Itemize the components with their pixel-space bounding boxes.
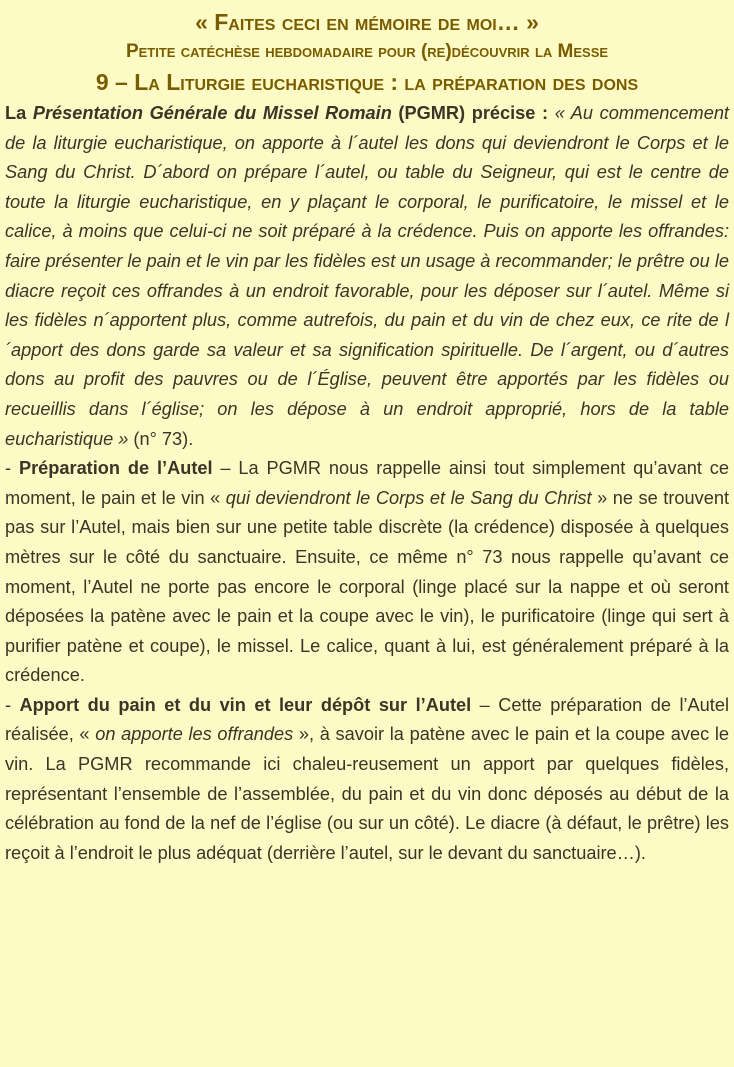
intro-paragraph (5, 99, 729, 454)
section2-text-a: – Cette préparation de l’Autel réalisée, « (5, 694, 729, 745)
source-title: Présentation Générale du Missel Romain (32, 103, 392, 123)
section-apport-dons (5, 691, 729, 869)
section2-heading: Apport du pain et du vin et leur dépôt sur l’Autel (19, 694, 472, 715)
section1-italic: qui deviendront le Corps et le Sang du Christ (225, 487, 592, 508)
page-subtitle: Petite catéchèse hebdomadaire pour (re)découvrir la Messe (125, 41, 609, 62)
section1-text-b: » ne se trouvent pas sur l’Autel, mais bien sur une petite table discrète (la crédence) disposée à quelques mètres sur le côté du sanctuaire. Ensuite, ce même n° 73 nous rappelle qu’avant ce moment, l’Autel ne porte pas encore le corporal (linge placé sur la nappe et où seront déposées la patène avec le pain et la coupe avec le vin), le purificatoire (linge qui sert à purifier patène et coupe), le missel. Le calice, quant à lui, est généralement préparé à la crédence. (5, 487, 729, 686)
article-body (5, 99, 729, 868)
page-title: « Faites ceci en mémoire de moi… » (195, 9, 539, 35)
section2-italic: on apporte les offrandes (95, 724, 294, 745)
section2-text-b: », à savoir la patène avec le pain et la coupe avec le vin. La PGMR recommande ici chaleu-reusement un apport par quelques fidèles, représentant l’ensemble de l’assemblée, du pain et du vin donc déposés au début de la célébration au fond de la nef de l’église (ou sur un côté). Le diacre (à défaut, le prêtre) les reçoit à l’endroit le plus adéquat (derrière l’autel, sur le devant du sanctuaire…). (5, 724, 730, 863)
section-preparation-autel (5, 454, 729, 691)
section2-dash: - (5, 694, 20, 715)
intro-lead-rest: (PGMR) précise : (391, 103, 549, 123)
section1-heading: Préparation de l’Autel (18, 458, 213, 479)
intro-lead: La (5, 103, 33, 123)
pgmr-quote: « Au commencement de la liturgie eucharistique, on apporte à l´autel les dons qui deviendront le Corps et le Sang du Christ. D´abord on prépare l´autel, ou table du Seigneur, qui est le centre de toute la liturgie eucharistique, en y plaçant le corporal, le purificatoire, le missel et le calice, à moins que celui-ci ne soit préparé à la crédence. Puis on apporte les offrandes: faire présenter le pain et le vin par les fidèles est un usage à recommander; le prêtre ou le diacre reçoit ces offrandes à un endroit favorable, pour les déposer sur l´autel. Même si les fidèles n´apportent plus, comme autrefois, du pain et du vin de chez eux, ce rite de l´apport des dons garde sa valeur et sa signification spirituelle. De l´argent, ou d´autres dons au profit des pauvres ou de l´Église, peuvent être apportés par les fidèles ou recueillis dans l´église; on les dépose à un endroit approprié, hors de la table eucharistique » (5, 103, 729, 449)
intro-space (548, 103, 555, 123)
section1-text-a: – La PGMR nous rappelle ainsi tout simplement qu’avant ce moment, le pain et le vin « (5, 458, 729, 508)
chapter-heading: 9 – La Liturgie eucharistique : la préparation des dons (95, 69, 639, 95)
quote-reference: (n° 73). (128, 428, 194, 449)
section1-dash: - (5, 458, 19, 479)
